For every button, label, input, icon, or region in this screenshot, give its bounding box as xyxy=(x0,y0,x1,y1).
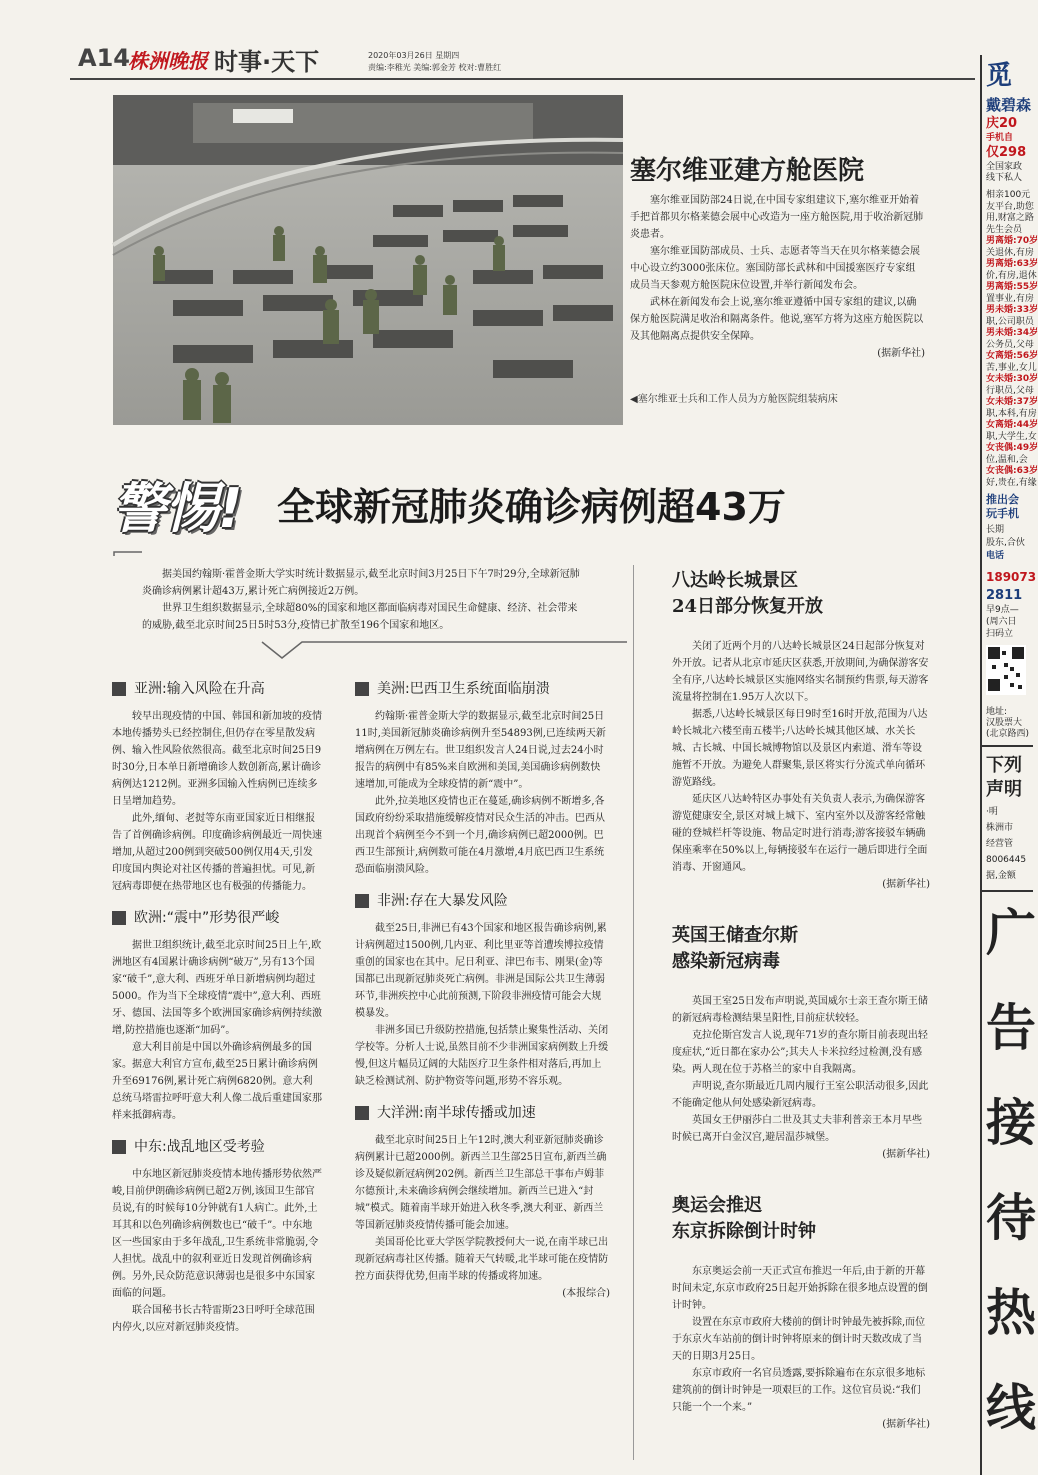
americas-title: 美洲:巴西卫生系统面临崩溃 xyxy=(377,680,550,697)
headline-main: 全球新冠肺炎确诊病例超43万 xyxy=(277,485,786,529)
europe-paragraph: 据世卫组织统计,截至北京时间25日上午,欧洲地区有4国累计确诊病例“破万”,另有13个国家“破千”,意大利、西班牙单日新增病例均超过5000。作为当下全球疫情“震中”,意大利、西班牙、德国、法国等多个欧洲国家确诊病例持续激增,防控措施也逐渐“加码”。 xyxy=(112,940,322,1036)
sidebar-listing-line: 职,大学生,女 xyxy=(986,431,1037,442)
tokyo-title-line: 东京拆除倒计时钟 xyxy=(672,1221,816,1242)
asia-subhead xyxy=(112,678,322,700)
hospital-photo xyxy=(113,95,623,425)
qr-code-icon xyxy=(986,645,1026,695)
sidebar-top-line: 觅 xyxy=(986,61,1013,91)
sidebar-listing-line: 相亲100元 xyxy=(986,190,1031,200)
europe-subhead xyxy=(112,907,322,929)
ad-sidebar xyxy=(980,55,1038,1475)
badaling-headline xyxy=(672,568,930,620)
charles-paragraph: 英国女王伊丽莎白二世及其丈夫菲利普亲王本月早些时候已离开白金汉宫,避居温莎城堡。 xyxy=(672,1115,922,1143)
mideast-paragraph: 中东地区新冠肺炎疫情本地传播形势依然严峻,目前伊朗确诊病例已超2万例,该国卫生部官员说,有的时候每10分钟就有1人病亡。此外,土耳其和以色列确诊病例数也已“破千”。中东地区一些国家由于多年战乱,卫生系统非常脆弱,令人担忧。战乱中的叙利亚近日发现首例确诊病例。另外,民众防范意识薄弱也是很多中东国家面临的问题。 xyxy=(112,1169,322,1299)
subhead-marker-icon xyxy=(112,911,126,925)
badaling-title-line: 24日部分恢复开放 xyxy=(672,596,824,617)
column-3 xyxy=(672,568,930,1433)
sidebar-listing-line: 置事业,有房 xyxy=(986,293,1034,304)
sidebar-promo-line: 长期 xyxy=(986,525,1005,535)
sidebar-listing-line: 女丧偶:63岁 xyxy=(986,466,1038,476)
sidebar-promo-line: 股东,合伙 xyxy=(986,538,1025,548)
sidebar-top-line: 线下私人 xyxy=(986,173,1023,183)
tokyo-headline xyxy=(672,1193,930,1245)
ad-hotline-char: 接 xyxy=(986,1094,1036,1152)
sidebar-listing-line: 男未婚:33岁 xyxy=(986,305,1038,315)
tokyo-paragraph: 东京市政府一名官员透露,要拆除遍布在东京很多地标建筑前的倒计时钟是一项艰巨的工作。这位官员说:“我们只能一个一个来。” xyxy=(672,1368,926,1413)
staff-line: 责编:李稚光 美编:郭金芳 校对:曹胜红 xyxy=(368,63,502,72)
subhead-marker-icon xyxy=(355,1106,369,1120)
sidebar-phone-line: 早9点— xyxy=(986,605,1019,615)
sidebar-listing-line: 女离婚:44岁 xyxy=(986,420,1038,430)
sidebar-listing-line: 女丧偶:49岁 xyxy=(986,443,1038,453)
sidebar-top-line: 戴碧森 xyxy=(986,96,1032,114)
tokyo-paragraph: 东京奥运会前一天正式宣布推迟一年后,由于新的开幕时间未定,东京市政府25日起开始拆除在很多地点设置的倒计时钟。 xyxy=(672,1266,928,1311)
americas-paragraph: 此外,拉美地区疫情也正在蔓延,确诊病例不断增多,各国政府纷纷采取措施缓解疫情对民众生活的冲击。巴西从出现首个病例至今不到一个月,确诊病例已超2000例。巴西卫生部预计,病例数可能在4月激增,4月底巴西卫生系统恐面临崩溃风险。 xyxy=(355,796,605,875)
charles-paragraph: 英国王室25日发布声明说,英国威尔士亲王查尔斯王储的新冠病毒检测结果呈阳性,目前症状较轻。 xyxy=(672,996,928,1024)
headline-alert: 警惕! xyxy=(112,477,242,540)
sidebar-listing-line: 用,财富之路 xyxy=(986,213,1034,223)
notice-line: 据,金额 xyxy=(986,871,1016,881)
americas-paragraph: 约翰斯·霍普金斯大学的数据显示,截至北京时间25日11时,美国新冠肺炎确诊病例升至54893例,已连续两天新增病例在万例左右。世卫组织发言人24日说,过去24小时报告的病例中有85%来自欧洲和美国,美国确诊病例数快速增加,可能成为全球疫情的新“震中”。 xyxy=(355,711,606,790)
sidebar-address-line: 汉股票大 xyxy=(986,718,1023,728)
sidebar-phone-line: 2811 xyxy=(986,588,1023,603)
ad-hotline-char: 待 xyxy=(986,1189,1036,1247)
europe-paragraph: 意大利目前是中国以外确诊病例最多的国家。据意大利官方宣布,截至25日累计确诊病例升至69176例,累计死亡病例6820例。意大利总统马塔雷拉呼吁意大利人像二战后重建国家那样来抵御病毒。 xyxy=(112,1042,322,1121)
asia-paragraph: 此外,缅甸、老挝等东南亚国家近日相继报告了首例确诊病例。印度确诊病例最近一周快速增加,从超过200例到突破500例仅用4天,引发印度国内舆论对社区传播的普遍担忧。可见,新冠病毒即便在热带地区也有极强的传播能力。 xyxy=(112,813,322,892)
charles-title-line: 英国王储查尔斯 xyxy=(672,925,798,946)
page-header xyxy=(0,0,975,92)
sidebar-divider xyxy=(982,890,1033,892)
sidebar-listing-line: 男未婚:34岁 xyxy=(986,328,1038,338)
sidebar-listing-line: 职,公司职员 xyxy=(986,316,1034,327)
sidebar-top-line: 庆20 xyxy=(986,116,1018,131)
badaling-paragraph: 延庆区八达岭特区办事处有关负责人表示,为确保游客游览健康安全,景区对城上城下、室内室外以及游客经常触碰的登城栏杆等设施、物品定时进行消毒;游客接驳车辆确保座乘率在50%以上,每辆接驳车在运行一趟后即进行全面消毒、开窗通风。 xyxy=(672,794,928,873)
tokyo-title-line: 奥运会推迟 xyxy=(672,1195,762,1216)
asia-title: 亚洲:输入风险在升高 xyxy=(134,680,265,697)
hospital-photo-image xyxy=(113,95,623,425)
ad-hotline-char: 线 xyxy=(986,1379,1036,1437)
sidebar-listing-line: 男离婚:70岁 xyxy=(986,236,1038,246)
story1-headline: 塞尔维亚建方舱医院 xyxy=(630,156,865,186)
notice-line: 经营管 xyxy=(986,839,1014,849)
sidebar-listing-line: 先生会员 xyxy=(986,224,1023,235)
sidebar-listing-line: 公务员,父母 xyxy=(986,339,1034,350)
subhead-marker-icon xyxy=(112,682,126,696)
sidebar-listing-line: 行职员,父母 xyxy=(986,385,1034,396)
ad-hotline-char: 热 xyxy=(986,1284,1036,1342)
photo-caption: ◀塞尔维亚士兵和工作人员为方舱医院组装病床 xyxy=(630,394,838,405)
tokyo-paragraph: 设置在东京市政府大楼前的倒计时钟最先被拆除,而位于东京火车站前的倒计时钟将原来的倒计时天数改成了当天的日期3月25日。 xyxy=(672,1317,926,1362)
badaling-credit: (据新华社) xyxy=(882,879,930,890)
africa-title: 非洲:存在大暴发风险 xyxy=(377,892,508,909)
sidebar-promo-line: 电话 xyxy=(986,551,1005,561)
sidebar-listing-line: 女离婚:56岁 xyxy=(986,351,1038,361)
date-line: 2020年03月26日 星期四 xyxy=(368,51,460,60)
asia-paragraph: 较早出现疫情的中国、韩国和新加坡的疫情本地传播势头已经控制住,但仍存在零星散发病例、输入性风险依然很高。截至北京时间25日9时30分,日本单日新增确诊人数创新高,累计确诊病例达1212例。亚洲多国输入性病例已连续多日呈增加趋势。 xyxy=(112,711,322,807)
sidebar-listing-line: 位,温和,会 xyxy=(986,454,1028,465)
sidebar-phone-line: 189073 xyxy=(986,570,1037,584)
notice-line: 株洲市 xyxy=(986,823,1014,833)
section-name: 时事·天下 xyxy=(214,48,320,76)
page-number: A14 xyxy=(78,44,130,72)
sidebar-address-line: (北京路西) xyxy=(986,729,1030,739)
masthead-logo: 株洲晚报 xyxy=(128,49,208,73)
column-divider xyxy=(633,565,634,1460)
ad-hotline-char: 告 xyxy=(986,999,1036,1057)
sidebar-listing-line: 苦,事业,女儿 xyxy=(986,362,1037,373)
sidebar-top-line: 全国家政 xyxy=(986,162,1023,172)
subhead-marker-icon xyxy=(355,894,369,908)
subhead-marker-icon xyxy=(355,682,369,696)
sidebar-listing-line: 女未婚:30岁 xyxy=(986,374,1038,384)
badaling-title-line: 八达岭长城景区 xyxy=(672,570,798,591)
mideast-paragraph: 联合国秘书长古特雷斯23日呼吁全球范围内停火,以应对新冠肺炎疫情。 xyxy=(112,1305,315,1333)
notice-line: ·明 xyxy=(986,807,998,817)
notice-title-line: 下列 xyxy=(986,755,1022,776)
oceania-paragraph: 截至北京时间25日上午12时,澳大利亚新冠肺炎确诊病例累计已超2000例。新西兰卫生部25日宣布,新西兰确诊及疑似新冠病例202例。新西兰卫生部总干事布卢姆菲尔德预计,未来确诊病例会继续增加。新西兰已进入“封城”模式。随着南半球开始进入秋冬季,澳大利亚、新西兰等国新冠肺炎疫情传播可能会加速。 xyxy=(355,1135,607,1231)
header-rule xyxy=(70,78,975,80)
col2-credit: (本报综合) xyxy=(562,1288,610,1299)
badaling-paragraph: 据悉,八达岭长城景区每日9时至16时开放,范围为八达岭长城北六楼至南五楼半;八达岭长城其他区域、水关长城、古长城、中国长城博物馆以及景区内索道、滑车等设施暂不开放。为避免人群聚集,景区将实行分流式单向循环游览路线。 xyxy=(672,709,928,788)
africa-subhead xyxy=(355,890,610,912)
charles-credit: (据新华社) xyxy=(882,1149,930,1160)
sidebar-listing-line: 女未婚:37岁 xyxy=(986,397,1038,407)
column-2 xyxy=(355,678,610,1302)
sidebar-listing-line: 男离婚:63岁 xyxy=(986,259,1038,269)
sidebar-listing-line: 好,贵在,有缘 xyxy=(986,477,1037,488)
story1-paragraph: 武林在新闻发布会上说,塞尔维亚遵循中国专家组的建议,以确保方舱医院满足收治和隔离条件。他说,塞军方将为这座方舱医院以及其他隔离点提供安全保障。 xyxy=(630,297,924,342)
sidebar-promo-line: 推出会 xyxy=(986,493,1019,506)
lead-paragraph: 据美国约翰斯·霍普金斯大学实时统计数据显示,截至北京时间3月25日下午7时29分,全球新冠肺炎确诊病例累计超43万,累计死亡病例接近2万例。 xyxy=(142,569,580,597)
ad-hotline-char: 广 xyxy=(986,904,1036,962)
sidebar-listing-line: 友平台,助您 xyxy=(986,201,1034,212)
sidebar-phone-line: 扫码立 xyxy=(986,629,1014,639)
sidebar-top-line: 仅298 xyxy=(986,145,1027,160)
oceania-paragraph: 美国哥伦比亚大学医学院教授何大一说,在南半球已出现新冠病毒社区传播。随着天气转暖,北半球可能在疫情防控方面获得优势,但南半球的传播或将加速。 xyxy=(355,1237,609,1282)
sidebar-promo-line: 玩手机 xyxy=(986,507,1019,520)
oceania-title: 大洋洲:南半球传播或加速 xyxy=(377,1104,536,1121)
oceania-subhead xyxy=(355,1102,610,1124)
story1-credit: (据新华社) xyxy=(877,348,925,359)
story1-paragraph: 塞尔维亚国防部24日说,在中国专家组建议下,塞尔维亚开始着手把首都贝尔格莱德会展中心改造为一座方舱医院,用于收治新冠肺炎患者。 xyxy=(630,195,924,240)
charles-paragraph: 克拉伦斯宫发言人说,现年71岁的查尔斯目前表现出轻度症状,“近日都在家办公”;其夫人卡米拉经过检测,没有感染。两人现在位于苏格兰的家中自我隔离。 xyxy=(672,1030,928,1075)
sidebar-listing-line: 关退休,有房 xyxy=(986,247,1034,258)
mideast-subhead xyxy=(112,1136,322,1158)
charles-title-line: 感染新冠病毒 xyxy=(672,951,780,972)
sidebar-top-line: 手机自 xyxy=(986,133,1014,143)
column-1 xyxy=(112,678,322,1336)
sidebar-divider xyxy=(982,745,1033,747)
lead-bracket xyxy=(112,550,632,660)
americas-subhead xyxy=(355,678,610,700)
sidebar-listing-line: 男离婚:55岁 xyxy=(986,282,1038,292)
notice-title-line: 声明 xyxy=(986,779,1022,800)
sidebar-address-line: 地址: xyxy=(986,707,1008,717)
europe-title: 欧洲:“震中”形势很严峻 xyxy=(134,909,280,926)
charles-headline xyxy=(672,923,930,975)
sidebar-phone-line: (周六日 xyxy=(986,617,1017,627)
subhead-marker-icon xyxy=(112,1140,126,1154)
story1-paragraph: 塞尔维亚国防部成员、士兵、志愿者等当天在贝尔格莱德会展中心设立约3000张床位。塞国防部长武林和中国援塞医疗专家组成员当天参观方舱医院床位设置,并举行新闻发布会。 xyxy=(630,246,920,291)
sidebar-listing-line: 职,本科,有房 xyxy=(986,408,1037,419)
africa-paragraph: 截至25日,非洲已有43个国家和地区报告确诊病例,累计病例超过1500例,几内亚、利比里亚等首遭埃博拉疫情重创的国家也在其中。尼日利亚、津巴布韦、刚果(金)等国都已出现新冠肺炎死亡病例。非洲是国际公共卫生薄弱环节,非洲疾控中心此前预测,下阶段非洲疫情可能会大规模暴发。 xyxy=(355,923,607,1019)
charles-paragraph: 声明说,查尔斯最近几周内履行王室公职活动很多,因此不能确定他从何处感染新冠病毒。 xyxy=(672,1081,929,1109)
story1-body xyxy=(630,192,925,362)
badaling-paragraph: 关闭了近两个月的八达岭长城景区24日起部分恢复对外开放。记者从北京市延庆区获悉,开放期间,为确保游客安全有序,八达岭长城景区实施网络实名制预约售票,每天游客流量将控制在1.95万人次以下。 xyxy=(672,641,929,703)
mideast-title: 中东:战乱地区受考验 xyxy=(134,1138,265,1155)
africa-paragraph: 非洲多国已升级防控措施,包括禁止聚集性活动、关闭学校等。分析人士说,虽然目前不少非洲国家病例数上升缓慢,但这片幅员辽阔的大陆医疗卫生条件相对落后,再加上缺乏检测试剂、防护物资等问题,形势不容乐观。 xyxy=(355,1025,609,1087)
lead-paragraph: 世界卫生组织数据显示,全球超80%的国家和地区都面临病毒对国民生命健康、经济、社会带来的威胁,截至北京时间25日5时53分,疫情已扩散至196个国家和地区。 xyxy=(142,603,578,631)
tokyo-credit: (据新华社) xyxy=(882,1419,930,1430)
notice-line: 8006445 xyxy=(986,855,1027,865)
main-headline xyxy=(112,466,977,540)
sidebar-listing-line: 价,有房,退休 xyxy=(986,270,1037,281)
